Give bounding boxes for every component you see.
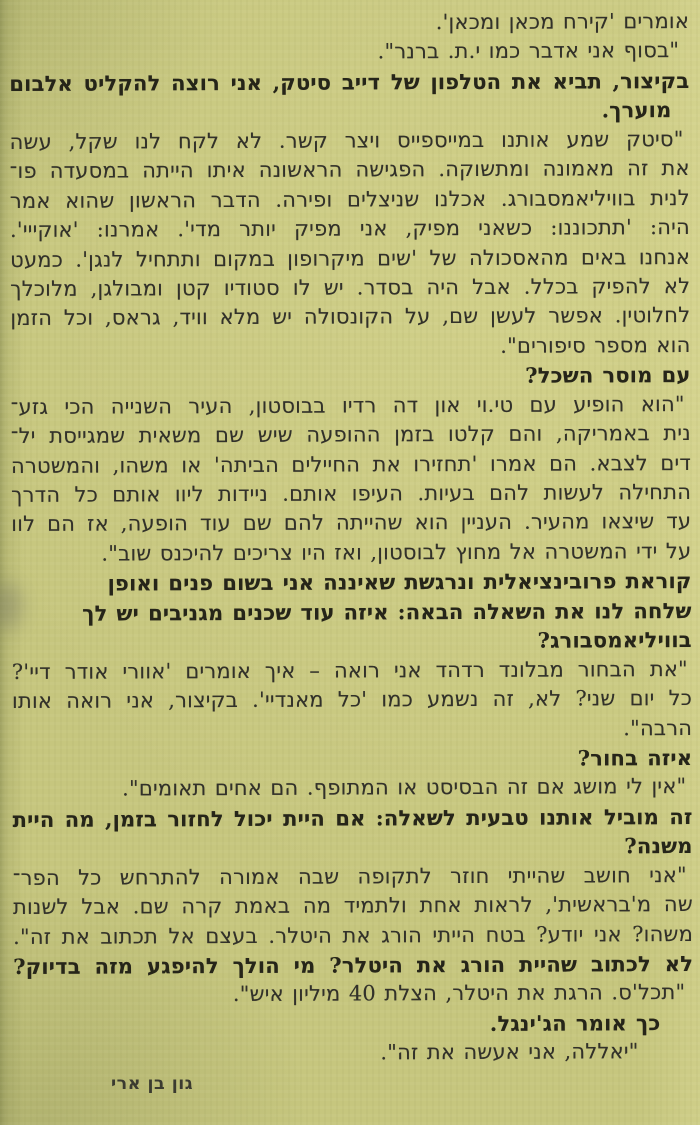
text-line: הרבה". <box>623 715 693 740</box>
text-line: קוראת פרובינציאלית ונרגשת שאיננה אני בשום פנים ואופן <box>107 568 692 596</box>
text-line: כך אומר הג'ינגל. <box>489 1010 661 1036</box>
text-line: "סיטק שמע אותנו במייספייס ויצר קשר. לא לקח לנו שקל, עשה <box>9 126 684 154</box>
text-line: שה מ'בראשית', לראות אחת ולתמיד מה באמת קרה שם. אבל לשנות <box>12 892 693 920</box>
text-line: עד שיצאו מהעיר. העניין הוא שהייתה להם שם עוד הופעה, אז הם לוו <box>11 509 692 537</box>
text-line: "את הבחור מבלונד רדהד אני רואה – איך אומרים 'אוורי אודר דיי'? <box>11 656 688 684</box>
text-line: "יאללה, אני אעשה את זה". <box>380 1039 639 1065</box>
text-line: לחלוטין. אפשר לעשן שם, על הקונסולה יש מלא וויד, גראס, וכל הזמן <box>10 303 691 331</box>
text-line: הוא מספר סיפורים". <box>500 332 691 358</box>
text-line: "הוא הופיע עם טי.וי און דה רדיו בבוסטון, העיר השנייה הכי גזע־ <box>10 391 685 419</box>
text-line: אומרים 'קירח מכאן ומכאן'. <box>435 8 690 35</box>
text-line: לא להפיק בכלל. אבל היה בסדר. יש לו סטודיו קטן ומבולגן, מלוכלך <box>10 273 691 301</box>
text-line: דים לצבא. הם אמרו 'תחזירו את החיילים הביתה' או משהו, והמשטרה <box>10 450 692 478</box>
text-line: את זה מאמונה ומתשוקה. הפגישה הראשונה איתו הייתה במסעדה פו־ <box>9 156 690 184</box>
text-line: אנחנו באים מהאסכולה של 'שים מיקרופון במקום ותתחיל לנגן'. כמעט <box>10 244 691 272</box>
text-line: משהו? אני יודע? בטח הייתי הורג את היטלר. בעצם אל תכתוב את זה". <box>12 921 694 949</box>
text-line: על ידי המשטרה אל מחוץ לבוסטון, ואז היו צריכים להיכנס שוב". <box>101 538 692 566</box>
text-line: "תכל'ס. הרגת את היטלר, הצלת 40 מיליון איש". <box>232 980 686 1007</box>
text-line: לנית בוויליאמסבורג. אכלנו שניצלים ופירה. הדבר הראשון שהוא אמר <box>9 185 690 213</box>
text-line: בוויליאמסבורג? <box>537 627 692 653</box>
text-line: "אין לי מושג אם זה הבסיסט או המתופף. הם אחים תאומים". <box>122 774 687 801</box>
text-line: מוערך. <box>601 97 672 123</box>
text-line: לא לכתוב שהיית הורג את היטלר? מי הולך להיפגע מזה בדיוק? <box>13 950 694 979</box>
text-line: התחילה לעשות להם בעיות. העיפו אותם. ניידות ליוו אותם כל הדרך <box>11 479 692 507</box>
text-line: שלחה לנו את השאלה הבאה: איזה עוד שכנים מגניבים יש לך <box>82 597 692 626</box>
byline-author: גון בן ארי <box>111 1074 194 1094</box>
text-line: "בסוף אני אדבר כמו י.ת. ברנר". <box>377 38 680 64</box>
text-line: "אני חושב שהייתי חוזר לתקופה שבה אמורה להתרחש כל הפר־ <box>12 862 687 890</box>
text-line: משנה? <box>624 833 693 859</box>
text-line: איזה בחור? <box>577 744 693 771</box>
text-line: בקיצור, תביא את הטלפון של דייב סיטק, אני רוצה להקליט אלבום <box>9 67 690 96</box>
text-line: עם מוסר השכל? <box>525 362 691 388</box>
text-line: זה מוביל אותנו טבעית לשאלה: אם היית יכול לחזור בזמן, מה היית <box>12 803 693 832</box>
interview-article-text <box>9 7 694 1070</box>
text-line: כל יום שני? לא, זה נשמע כמו 'כל מאנדיי'. בקיצור, אני רואה אותו <box>11 686 693 714</box>
text-line: נית באמריקה, והם קלטו בזמן ההופעה שיש שם משאית שמגייסת יל־ <box>10 421 691 449</box>
text-line: היה: 'תתכוננו: כשאני מפיק, אני מפיק יותר מדי'. אמרנו: 'אוקייי'. <box>9 215 691 243</box>
